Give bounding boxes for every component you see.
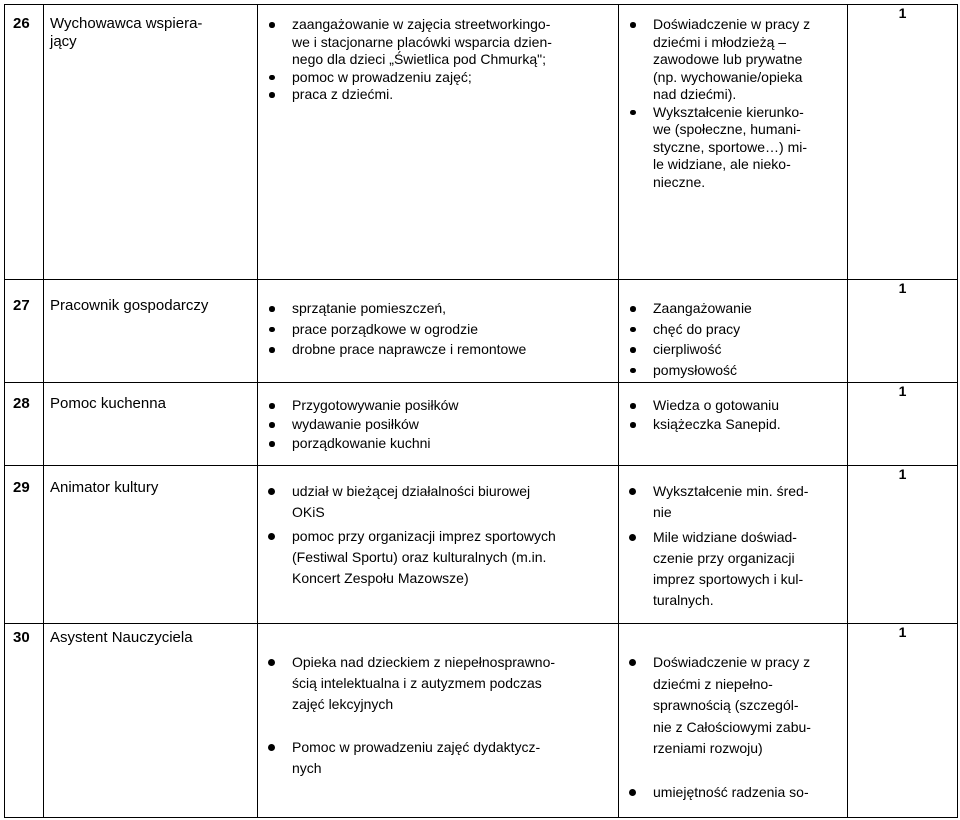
list-item: udział w bieżącej działalności biurowej OKiS: [258, 481, 618, 523]
bullet-icon: [269, 75, 275, 81]
bullet-icon: [269, 306, 275, 312]
list-item: zaangażowanie w zajęcia streetworkingo- we i stacjonarne placówki wsparcia dzien- nego dla dzieci „Świetlica pod Chmurką";: [258, 16, 618, 69]
bullet-icon: [630, 422, 636, 428]
job-positions-table: [4, 4, 958, 818]
bullet-icon: [630, 306, 636, 312]
bullet-icon: [630, 368, 636, 374]
duties-list: [258, 383, 618, 453]
list-item: pomysłowość: [619, 360, 847, 381]
bullet-icon: [630, 347, 636, 353]
bullet-icon: [630, 403, 636, 409]
requirements-list: [619, 280, 847, 380]
list-item: praca z dziećmi.: [258, 86, 618, 104]
row-number: 26: [13, 15, 30, 32]
requirements-list: [619, 383, 847, 434]
list-item: Opieka nad dzieckiem z niepełnosprawno- ścią intelektualna i z autyzmem podczas zajęć lekcyjnych: [258, 652, 618, 715]
bullet-icon: [269, 422, 275, 428]
bullet-icon: [629, 789, 636, 796]
bullet-icon: [269, 92, 275, 98]
duties-list: [258, 624, 618, 779]
list-item: drobne prace naprawcze i remontowe: [258, 339, 618, 360]
table-row: [5, 383, 958, 466]
list-item: porządkowanie kuchni: [258, 434, 618, 453]
list-item: Wykształcenie min. śred- nie: [619, 481, 847, 523]
list-item: pomoc w prowadzeniu zajęć;: [258, 69, 618, 87]
bullet-icon: [630, 327, 636, 333]
list-item: Doświadczenie w pracy z dziećmi i młodzieżą – zawodowe lub prywatne (np. wychowanie/opieka nad dziećmi).: [619, 16, 847, 104]
list-item: książeczka Sanepid.: [619, 415, 847, 434]
bullet-icon: [269, 441, 275, 447]
list-item: chęć do pracy: [619, 319, 847, 340]
table-row: [5, 5, 958, 280]
positions-count: 1: [898, 280, 907, 296]
requirements-list: [619, 5, 847, 191]
positions-count: 1: [898, 383, 907, 399]
list-item: umiejętność radzenia so-: [619, 782, 847, 803]
table-row: [5, 280, 958, 383]
list-item: Przygotowywanie posiłków: [258, 396, 618, 415]
bullet-icon: [269, 347, 275, 353]
row-number: 29: [13, 479, 30, 496]
list-item: sprzątanie pomieszczeń,: [258, 298, 618, 319]
positions-count: 1: [898, 624, 907, 640]
bullet-icon: [268, 488, 275, 495]
bullet-icon: [269, 327, 275, 333]
list-item: Mile widziane doświad- czenie przy organizacji imprez sportowych i kul- turalnych.: [619, 527, 847, 611]
requirements-list: [619, 466, 847, 611]
bullet-icon: [269, 22, 275, 28]
requirements-list: [619, 624, 847, 803]
duties-list: [258, 5, 618, 104]
position-title: Wychowawca wspiera- jący: [50, 15, 203, 50]
position-title: Pomoc kuchenna: [50, 395, 166, 412]
row-number: 28: [13, 395, 30, 412]
bullet-icon: [269, 403, 275, 409]
positions-count: 1: [898, 5, 907, 21]
bullet-icon: [629, 659, 636, 666]
row-number: 30: [13, 629, 30, 646]
list-item: Zaangażowanie: [619, 298, 847, 319]
bullet-icon: [629, 488, 636, 495]
list-item: Wykształcenie kierunko- we (społeczne, humani- styczne, sportowe…) mi- le widziane, ale nieko- nieczne.: [619, 104, 847, 192]
position-title: Animator kultury: [50, 479, 159, 496]
bullet-icon: [268, 533, 275, 540]
duties-list: [258, 280, 618, 360]
list-item: pomoc przy organizacji imprez sportowych (Festiwal Sportu) oraz kulturalnych (m.in. Koncert Zespołu Mazowsze): [258, 526, 618, 589]
list-item: Wiedza o gotowaniu: [619, 396, 847, 415]
position-title: Pracownik gospodarczy: [50, 297, 209, 314]
position-title: Asystent Nauczyciela: [50, 629, 193, 646]
row-number: 27: [13, 297, 30, 314]
positions-count: 1: [898, 466, 907, 482]
bullet-icon: [268, 659, 275, 666]
list-item: cierpliwość: [619, 339, 847, 360]
list-item: Pomoc w prowadzeniu zajęć dydaktycz- nych: [258, 737, 618, 779]
duties-list: [258, 466, 618, 589]
bullet-icon: [629, 534, 636, 541]
bullet-icon: [630, 110, 636, 116]
table-row: [5, 624, 958, 818]
bullet-icon: [630, 22, 636, 28]
bullet-icon: [268, 744, 275, 751]
table-row: [5, 466, 958, 624]
list-item: prace porządkowe w ogrodzie: [258, 319, 618, 340]
list-item: wydawanie posiłków: [258, 415, 618, 434]
list-item: Doświadczenie w pracy z dziećmi z niepełno- sprawnością (szczegól- nie z Całościowymi zabu- rzeniami rozwoju): [619, 652, 847, 760]
